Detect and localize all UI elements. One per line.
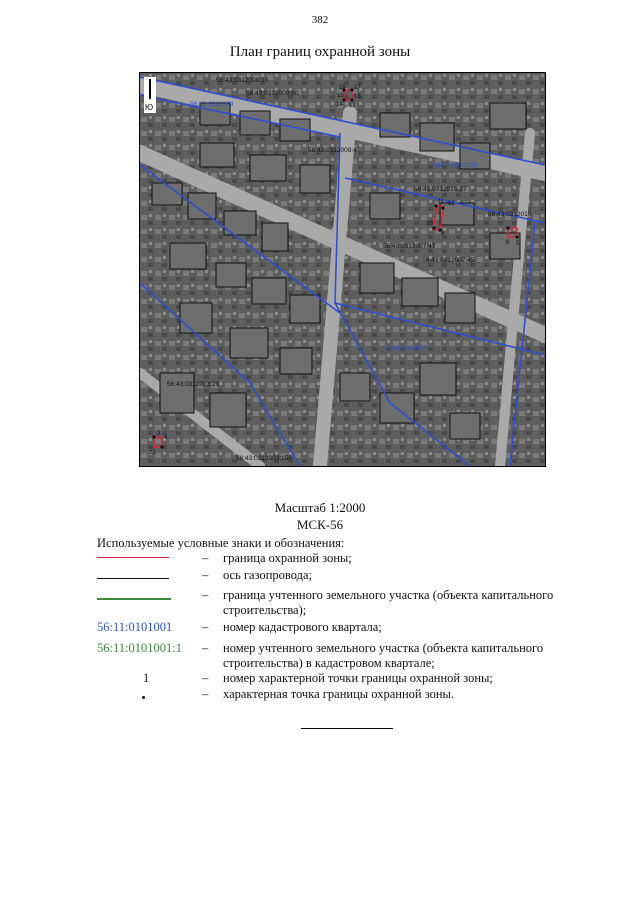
point-label: 21 <box>149 450 156 456</box>
point-label: 10 <box>426 221 433 227</box>
page-number: 382 <box>311 14 329 26</box>
point-dot-symbol <box>97 687 169 703</box>
parcel-label: 56:43:0312007:47 <box>383 243 436 250</box>
quarter-label: 56:43:0312007 <box>383 345 427 352</box>
parcel-label: 56:43:0312009:50 <box>246 90 299 97</box>
parcel-label: 56:43:0312007:45 <box>422 257 475 264</box>
quarter-label: 56:43:0312009 <box>190 101 234 108</box>
map-frame[interactable] <box>139 72 546 467</box>
point-label: 17 <box>354 85 361 91</box>
point-label: 16 <box>339 85 346 91</box>
point-label: 4 <box>164 435 168 441</box>
parcel-label: 56:43:0312009:10 <box>216 77 269 84</box>
map-scale: Масштаб 1:2000 <box>274 500 366 515</box>
point-label: 5 <box>516 241 520 247</box>
cadastral-map[interactable] <box>140 73 545 466</box>
coordinate-system: МСК-56 <box>296 517 344 532</box>
document-title: План границ охранной зоны <box>229 44 411 60</box>
point-label: 13 <box>349 103 356 109</box>
red-line-symbol <box>97 551 169 567</box>
point-label: 12 <box>448 201 455 207</box>
quarter-label: 56:43:0312010 <box>434 162 478 169</box>
point-label: 9 <box>441 231 445 237</box>
point-label: 11 <box>438 199 445 205</box>
point-label: 3 <box>157 431 161 437</box>
parcel-label: 56:43:0312009:4 <box>308 147 357 154</box>
point-label: 15 <box>337 93 344 99</box>
point-label: 6 <box>506 240 510 246</box>
parcel-label: 56:43:0312010:27 <box>414 186 467 193</box>
green-line-symbol <box>97 588 169 604</box>
end-divider <box>301 728 393 729</box>
parcel-label: 56:43:0312003:156 <box>236 455 293 462</box>
legend-heading: Используемые условные знаки и обозначения: <box>97 536 345 550</box>
point-label: 14 <box>336 102 343 108</box>
parcel-label: 56:43:0312003:29 <box>167 381 220 388</box>
black-line-symbol <box>97 568 169 584</box>
point-label: 18 <box>354 94 361 100</box>
north-label: Ю <box>145 103 154 112</box>
quarter-label: 56:43:0312010 <box>488 211 532 218</box>
